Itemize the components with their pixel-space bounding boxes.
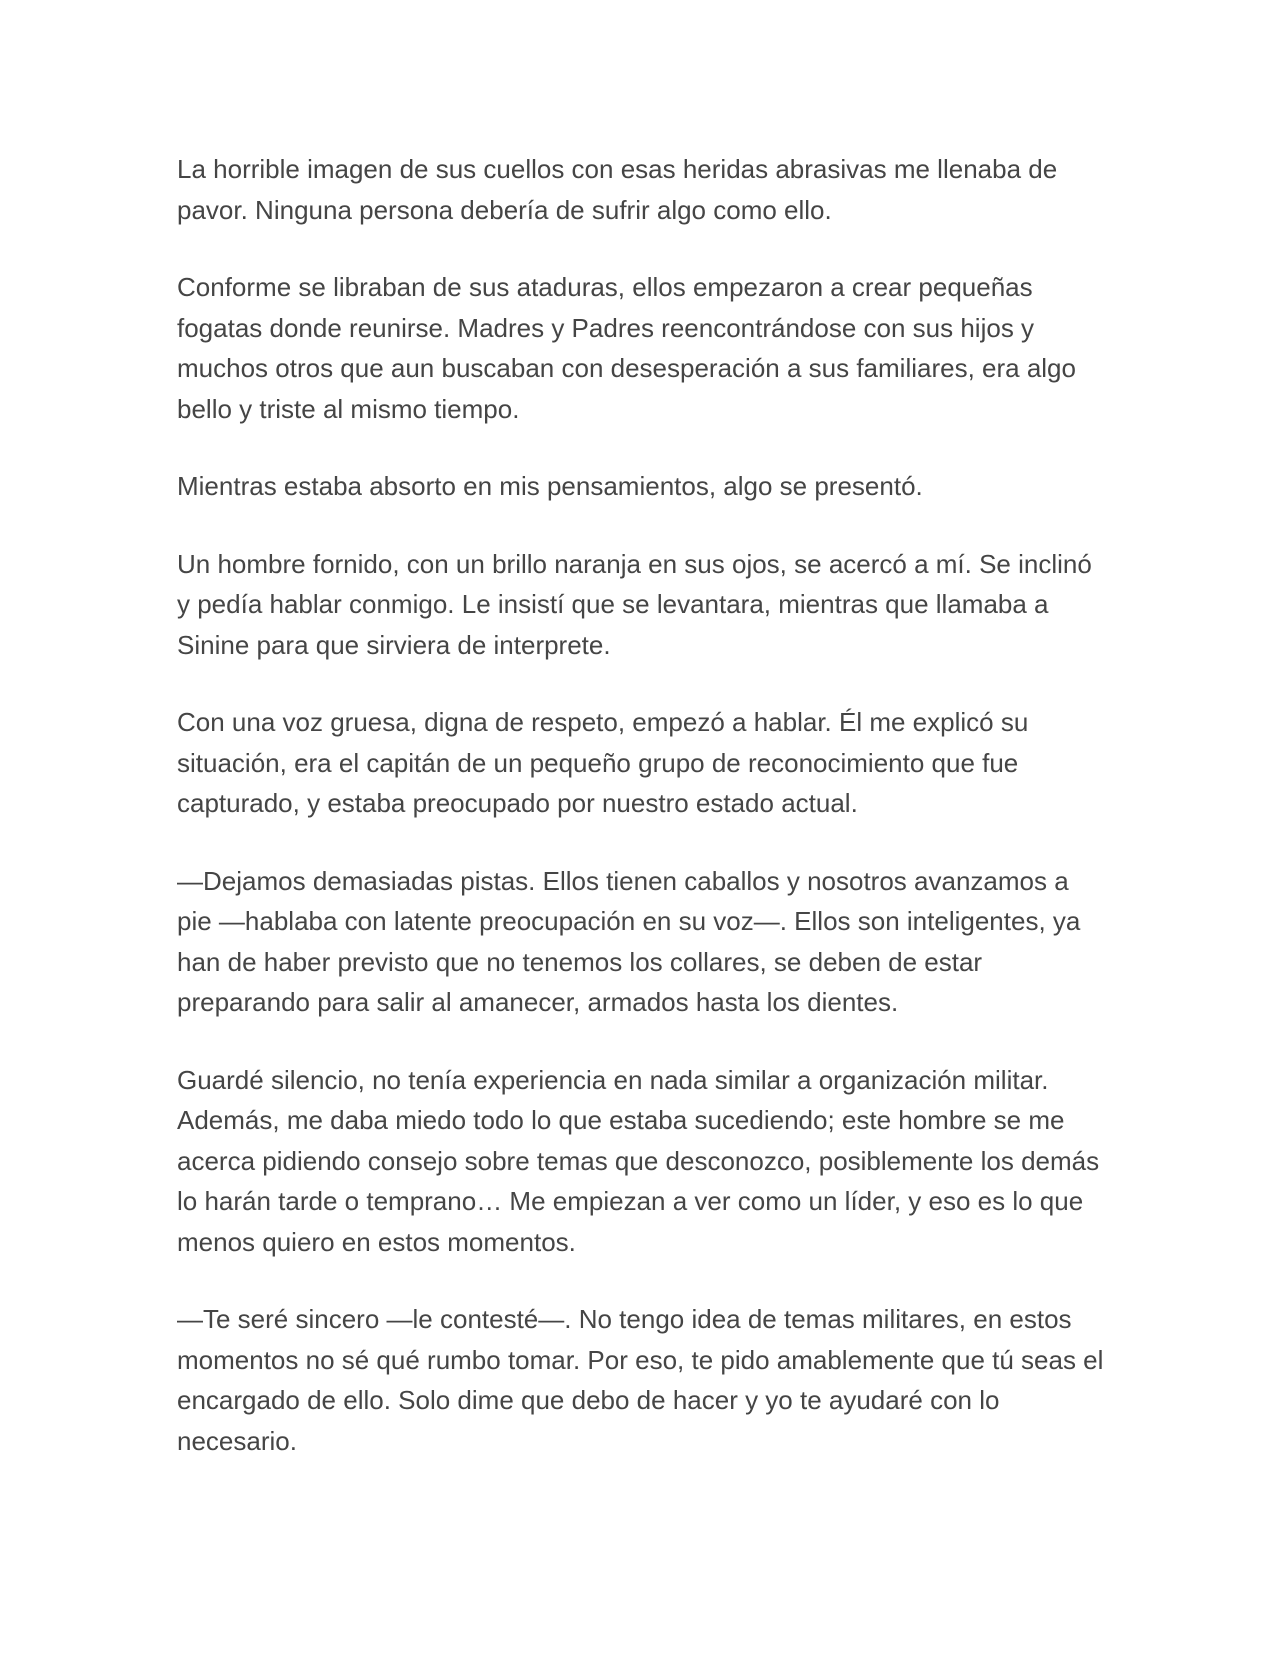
paragraph-7: Guardé silencio, no tenía experiencia en nada similar a organización militar. Además, me daba miedo todo lo que estaba sucediendo; este hombre se me acerca pidiendo consejo sobre temas que desconozco, posiblemente los demás lo harán tarde o temprano… Me empiezan a ver como un líder, y eso es lo que menos quiero en estos momentos. (177, 1064, 1100, 1257)
paragraph-8: —Te seré sincero —le contesté—. No tengo idea de temas militares, en estos momentos no sé qué rumbo tomar. Por eso, te pido amablemente que tú seas el encargado de ello. Solo dime que debo de hacer y yo te ayudaré con lo necesario. (177, 1304, 1104, 1456)
paragraph-1: La horrible imagen de sus cuellos con esas heridas abrasivas me llenaba de pavor. Ninguna persona debería de sufrir algo como ello. (177, 154, 1058, 225)
paragraph-4: Un hombre fornido, con un brillo naranja en sus ojos, se acercó a mí. Se inclinó y pedía hablar conmigo. Le insistí que se levantara, mientras que llamaba a Sinine para que sirviera de interprete. (177, 548, 1092, 660)
paragraph-3: Mientras estaba absorto en mis pensamientos, algo se presentó. (177, 471, 923, 501)
document-body (177, 149, 1107, 1498)
paragraph-5: Con una voz gruesa, digna de respeto, empezó a hablar. Él me explicó su situación, era el capitán de un pequeño grupo de reconocimiento que fue capturado, y estaba preocupado por nuestro estado actual. (177, 707, 1029, 818)
paragraph-6: —Dejamos demasiadas pistas. Ellos tienen caballos y nosotros avanzamos a pie —hablaba con latente preocupación en su voz—. Ellos son inteligentes, ya han de haber previsto que no tenemos los collares, se deben de estar preparando para salir al amanecer, armados hasta los dientes. (177, 865, 1081, 1017)
paragraph-2: Conforme se libraban de sus ataduras, ellos empezaron a crear pequeñas fogatas donde reunirse. Madres y Padres reencontrándose con sus hijos y muchos otros que aun buscaban con desesperación a sus familiares, era algo bello y triste al mismo tiempo. (177, 272, 1076, 424)
